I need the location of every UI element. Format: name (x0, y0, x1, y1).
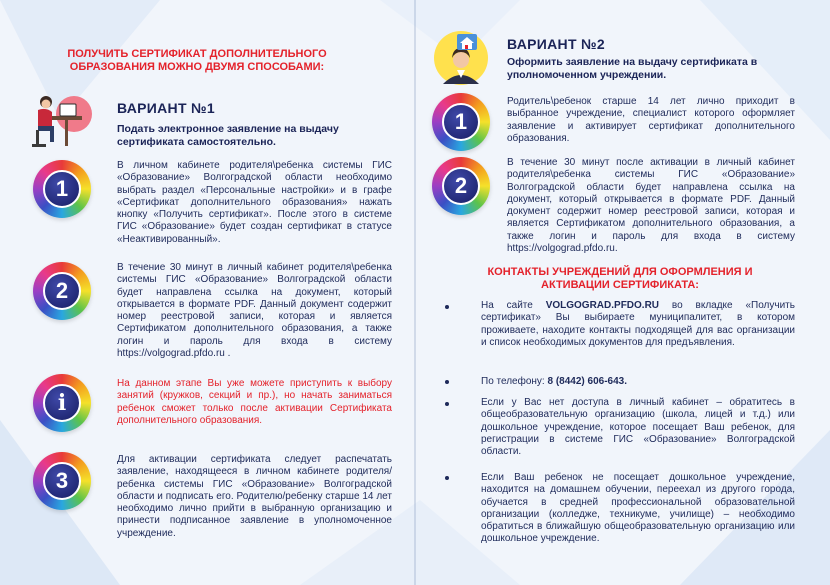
step-3-badge (33, 452, 91, 510)
variant-1-subtitle: Подать электронное заявление на выдачу сертификата самостоятельно. (117, 123, 339, 148)
contact-item-site (481, 300, 795, 349)
intro-title: ПОЛУЧИТЬ СЕРТИФИКАТ ДОПОЛНИТЕЛЬНОГО ОБРАЗОВАНИЯ МОЖНО ДВУМЯ СПОСОБАМИ: (67, 48, 327, 73)
step-1-badge (33, 160, 91, 218)
contact-bullet-1 (445, 305, 449, 309)
step-2-text: В течение 30 минут в личный кабинет родителя\ребенка системы ГИС «Образование» Волгоградской области будет направлена ссылка на документ, который открывается в формате PDF. Данный документ содержит номер реестровой записи, которая и является Сертификатом дополнительного образования, а также логин и пароль для входа в систему https://volgograd.pfdo.ru . (117, 262, 392, 360)
contact-site-link[interactable]: VOLGOGRAD.PFDO.RU (545, 300, 660, 311)
right-page (415, 0, 830, 585)
contact-item-other (481, 472, 795, 546)
step-3-text: Для активации сертификата следует распечатать заявление, находящееся в личном кабинете родителя/ребенка системы ГИС «Образование» Волгоградской области и подписать его. Родителю/ребенку старше 14 лет необходимо лично прийти в выбранную организацию и принести подписанное заявление в уполномоченное учреждение. (117, 454, 392, 539)
step-2-number: 2 (43, 272, 81, 310)
contact-no-access-text: Если у Вас нет доступа в личный кабинет – обратитесь в общеобразовательную организацию (школа, лицей и т.д.) или дошкольное учреждение, которое посещает Ваш ребенок, для регистрации в системе ГИС «Образование» Волгоградской области. (481, 397, 795, 458)
info-symbol: i (43, 384, 81, 422)
right-step-1-badge (432, 93, 490, 151)
variant-2-subtitle: Оформить заявление на выдачу сертификата в уполномоченном учреждении. (507, 56, 758, 81)
contact-other-text: Если Ваш ребенок не посещает дошкольное учреждение, находится на домашнем обучении, переехал из другого города, обучается в средней профессиональной образовательной организации (колледже, техникуме, училище) – необходимо обратиться в ближайшую общеобразовательную организацию или дошкольное учреждение. (481, 472, 795, 545)
step-2-badge (33, 262, 91, 320)
contact-item-phone (481, 376, 795, 388)
contact-bullet-3 (445, 402, 449, 406)
contact-item-no-access (481, 397, 795, 458)
info-badge (33, 374, 91, 432)
info-text: На данном этапе Вы уже можете приступить к выбору занятий (кружков, секций и пр.), но начать заниматься ребенок сможет только после активации Сертификата дополнительного образования. (117, 378, 392, 426)
step-3-number: 3 (43, 462, 81, 500)
variant-1-title: ВАРИАНТ №1 (117, 100, 215, 116)
contact-phone-number[interactable]: 8 (8442) 606-643. (547, 376, 628, 387)
office-worker-house-icon (433, 30, 489, 86)
right-step-2-badge (432, 157, 490, 215)
contacts-title: КОНТАКТЫ УЧРЕЖДЕНИЙ ДЛЯ ОФОРМЛЕНИЯ И АКТИВАЦИИ СЕРТИФИКАТА: (487, 266, 753, 291)
step-1-number: 1 (43, 170, 81, 208)
contact-site-post: во вкладке «Получить сертификат» Вы выбираете муниципалитет, в котором проживаете, находите контакты подходящей для вас организации и список необходимых документов для предъявления. (481, 300, 795, 348)
right-step-1-number: 1 (442, 103, 480, 141)
right-step-2-text: В течение 30 минут после активации в личный кабинет родителя\ребенка системы ГИС «Образование» Волгоградской области будет направлена ссылка на документ, который открывается в формате PDF. Данный документ содержит номер реестровой записи, которая и является Сертификатом дополнительного образования, а также логин и пароль для входа в систему https://volgograd.pfdo.ru. (507, 157, 795, 255)
person-at-computer-icon (30, 92, 92, 150)
right-step-2-number: 2 (442, 167, 480, 205)
contact-site-pre: На сайте (481, 300, 546, 311)
contact-bullet-2 (445, 380, 449, 384)
contact-phone-pre: По телефону: (481, 376, 548, 387)
step-1-text: В личном кабинете родителя\ребенка системы ГИС «Образование» Волгоградской области необходимо выбрать раздел «Персональные настройки» и в графе «Сертификат дополнительного образования» нажать кнопку «Получить сертификат». После этого в системе ГИС «Образование» будет создан сертификат в статусе «Неактивированный». (117, 160, 392, 245)
right-step-1-text: Родитель\ребенок старше 14 лет лично приходит в выбранное учреждение, специалист которого оформляет заявление и активирует сертификат дополнительного образования. (507, 96, 795, 144)
variant-2-title: ВАРИАНТ №2 (507, 36, 605, 52)
contact-bullet-4 (445, 476, 449, 480)
